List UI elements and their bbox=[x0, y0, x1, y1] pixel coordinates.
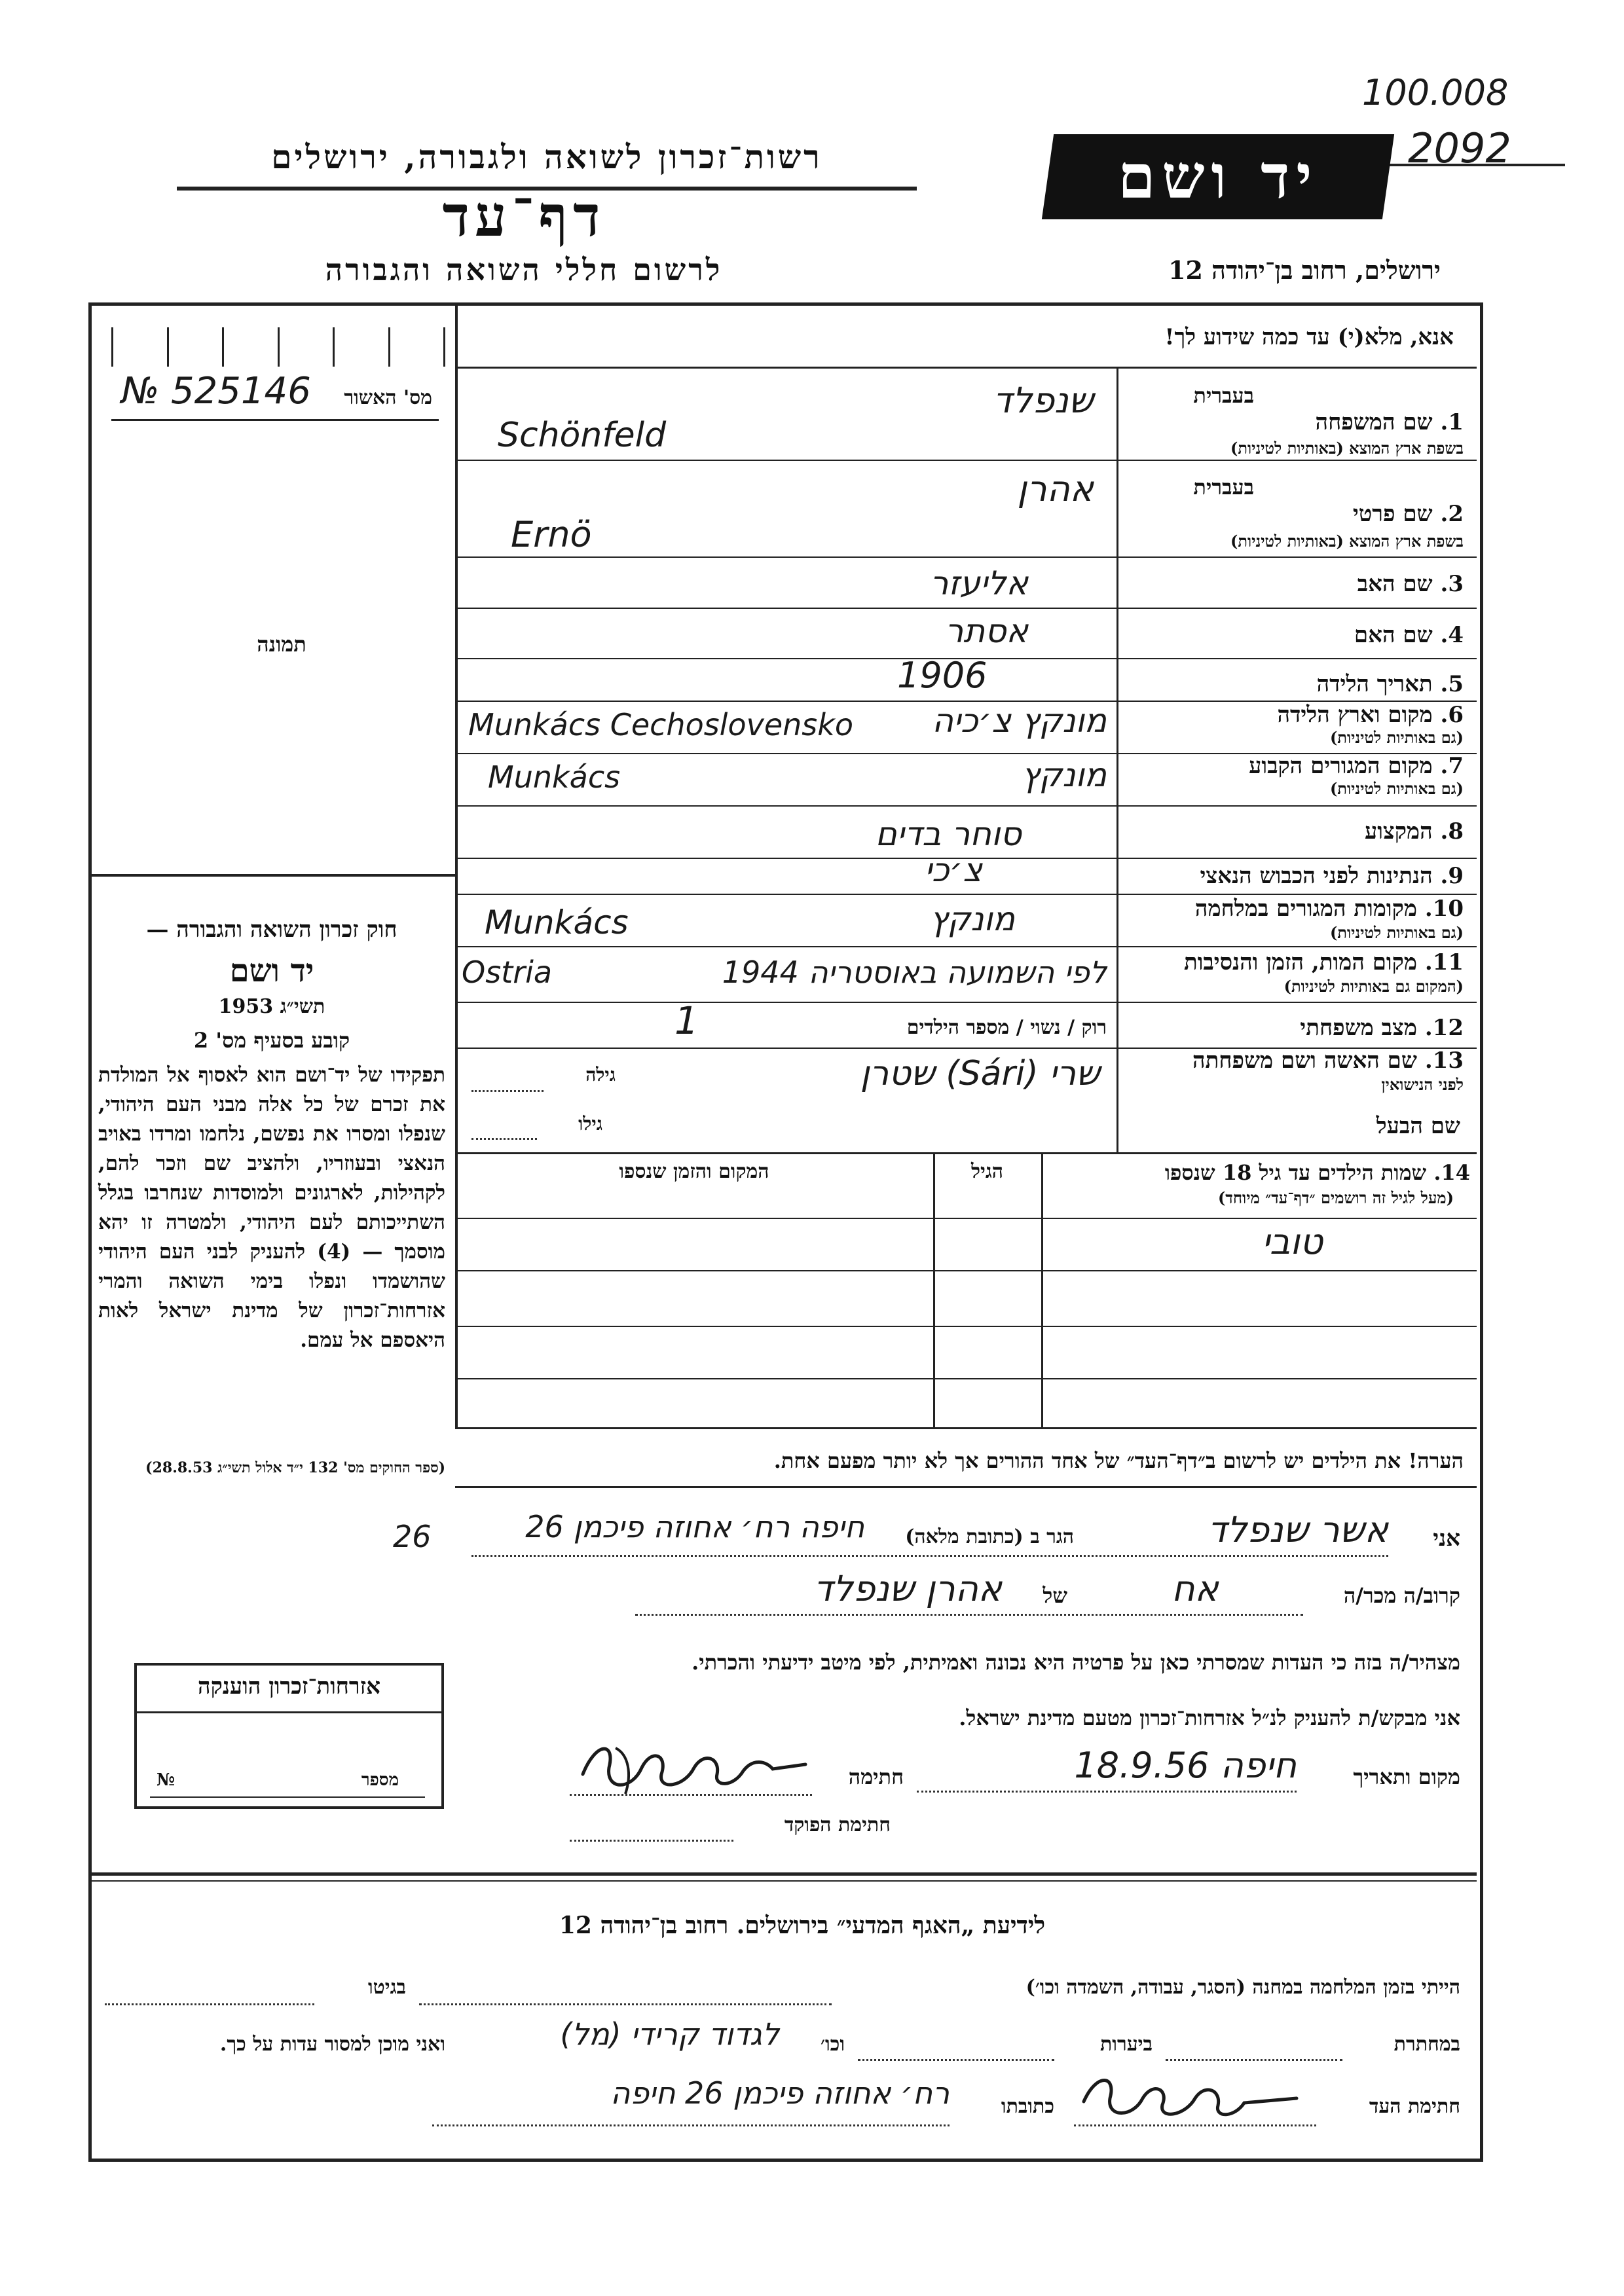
field-11-value-latin[interactable]: Ostria bbox=[462, 955, 553, 990]
field-12-label bbox=[1123, 1015, 1464, 1041]
field-1-hebrew-tag: בעברית bbox=[1193, 383, 1254, 408]
field-6-label-text: מקום וארץ הלידה bbox=[1277, 702, 1433, 728]
citizenship-no-sign: № bbox=[157, 1770, 175, 1790]
field-6-sub: (גם באותיות לטיניות) bbox=[1329, 728, 1464, 747]
field-1-value[interactable]: שנפלד bbox=[993, 380, 1094, 421]
field-9-label-text: הנתינות לפני הכבוש הנאצי bbox=[1200, 863, 1433, 889]
children-note: הערה! את הילדים יש לרשום ב״דף־העד״ של אחד ההורים אך לא יותר מפעם אחת. bbox=[773, 1448, 1464, 1473]
field-13-label-text: שם האשה ושם משפחתה bbox=[1192, 1048, 1417, 1074]
decl-of-value[interactable]: אהרן שנפלד bbox=[813, 1568, 1002, 1609]
sci-etc: וכו׳ bbox=[821, 2033, 845, 2056]
page-subtitle: לרשום חללי השואה והגבורה bbox=[325, 252, 723, 287]
sci-address-label: כתובתו bbox=[1001, 2095, 1054, 2118]
children-header-text: שמות הילדים עד גיל 18 שנספו bbox=[1164, 1160, 1427, 1185]
husband-age-label: גילו bbox=[578, 1113, 602, 1135]
field-8-label bbox=[1123, 818, 1464, 845]
field-12-value[interactable]: 1 bbox=[674, 998, 699, 1043]
field-9-label bbox=[1123, 863, 1464, 889]
field-11-label-text: מקום המות, הזמן והנסיבות bbox=[1183, 949, 1417, 975]
law-name: יד ושם bbox=[229, 953, 314, 989]
decl-relative-label: קרוב/ה מכר/ה bbox=[1343, 1583, 1460, 1608]
field-1-number: 1. bbox=[1440, 409, 1464, 435]
field-9-value[interactable]: צ׳כי bbox=[924, 851, 982, 889]
field-7-value[interactable]: מונקץ bbox=[1021, 756, 1107, 794]
field-9-number: 9. bbox=[1440, 863, 1464, 889]
field-11-sub: (המקום גם באותיות לטיניות) bbox=[1283, 977, 1464, 996]
field-13-value[interactable]: שרי (Sári) שטרן bbox=[860, 1054, 1100, 1093]
sci-line1: הייתי בזמן המלחמה במחנה (הסגר, עבודה, השמדה וכו׳) bbox=[1025, 1976, 1460, 1999]
field-5-label bbox=[1123, 671, 1464, 697]
field-10-sub: (גם באותיות לטיניות) bbox=[1329, 923, 1464, 942]
decl-place-date-label: מקום ותאריך bbox=[1353, 1764, 1460, 1789]
decl-request: אני מבקש/ת להעניק לנ״ל אזרחות־זכרון מטעם מדינת ישראל. bbox=[959, 1705, 1460, 1730]
field-13-label bbox=[1123, 1048, 1464, 1074]
field-1-label bbox=[1123, 409, 1464, 435]
field-6-number: 6. bbox=[1440, 702, 1464, 728]
field-13-age-label: גילה bbox=[585, 1064, 616, 1085]
field-2-hebrew-tag: בעברית bbox=[1193, 475, 1254, 500]
citizenship-title: אזרחות־זכרון הוענקה bbox=[198, 1673, 380, 1700]
field-12-options: רוק / נשוי / מספר הילדים bbox=[906, 1016, 1107, 1039]
field-13-sub: לפני הנישואין bbox=[1381, 1075, 1464, 1094]
margin-note: 26 bbox=[393, 1519, 432, 1554]
decl-i-label: אני bbox=[1433, 1525, 1460, 1552]
field-4-label bbox=[1123, 622, 1464, 648]
field-7-label-text: מקום המגורים הקבוע bbox=[1249, 753, 1433, 779]
decl-signature-label: חתימה bbox=[848, 1764, 904, 1789]
sci-underground: במחתרת bbox=[1393, 2033, 1460, 2056]
field-7-sub: (גם באותיות לטיניות) bbox=[1329, 779, 1464, 798]
yad-vashem-logo bbox=[1042, 134, 1394, 219]
sci-etc-value[interactable]: לגדוד קרידי (מל) bbox=[560, 2016, 779, 2052]
approval-label: מס' האשור bbox=[344, 386, 432, 409]
field-5-value[interactable]: 1906 bbox=[897, 655, 987, 696]
field-6-label bbox=[1123, 702, 1464, 728]
witness-signature-scribble-icon bbox=[1074, 2062, 1310, 2128]
sci-title: לידיעת „האגף המדעי״ בירושלים. רחוב בן־יהודה 12 bbox=[559, 1912, 1046, 1939]
field-1-value-latin[interactable]: Schönfeld bbox=[498, 416, 667, 455]
field-1-label-text: שם המשפחה bbox=[1315, 409, 1433, 435]
field-3-value[interactable]: אליעזר bbox=[930, 564, 1028, 602]
children-age-col: הגיל bbox=[970, 1160, 1004, 1183]
field-2-label-text: שם פרטי bbox=[1352, 501, 1433, 527]
field-5-number: 5. bbox=[1440, 671, 1464, 697]
law-text: תפקידו של יד־ושם הוא לאסוף אל המולדת את זכרם של כל אלה מבני העם היהודי, שנפלו ומסרו את נפשם, נלחמו ומרדו באויב הנאצי ובעוזריו, ולהציב שם וזכר להם, לקהילות, לארגונים ולמוסדות שנחרבו בגלל השתייכותם לעם היהודי, ולמטרה זו יהא מוסמך — (4) להעניק לבני העם היהודי שהושמדו ונפלו בימי השואה והמרי אזרחות־זכרון של מדינת ישראל לאות היאספם אל עמם. bbox=[98, 1063, 445, 1352]
corner-ref-1: 100.008 bbox=[1362, 72, 1509, 113]
field-3-label bbox=[1123, 571, 1464, 597]
field-8-number: 8. bbox=[1440, 818, 1464, 845]
decl-address[interactable]: חיפה רח׳ אחוזה פיכמן 26 bbox=[525, 1509, 864, 1544]
field-7-number: 7. bbox=[1440, 753, 1464, 779]
field-7-value-latin[interactable]: Munkács bbox=[488, 759, 621, 795]
approval-number: № 525146 bbox=[121, 370, 311, 412]
law-section: קובע בסעיף מס' 2 bbox=[193, 1028, 350, 1053]
field-2-label bbox=[1123, 501, 1464, 527]
citizenship-number-label: מספר bbox=[361, 1770, 399, 1790]
sci-ready: ואני מוכן למסור עדות על כך. bbox=[219, 2033, 445, 2056]
logo-text: יד ושם bbox=[1117, 141, 1319, 212]
citizenship-box bbox=[134, 1663, 444, 1809]
law-year: תשי״ג 1953 bbox=[218, 995, 325, 1018]
decl-resides-label: הגר ב (כתובת מלאה) bbox=[905, 1525, 1074, 1548]
sci-witness-signature[interactable] bbox=[1074, 2062, 1310, 2128]
decl-signature[interactable] bbox=[570, 1728, 819, 1800]
field-12-number: 12. bbox=[1424, 1015, 1464, 1041]
photo-label: תמונה bbox=[257, 632, 306, 657]
field-6-value[interactable]: מונקץ צ׳כיה bbox=[932, 702, 1107, 740]
field-10-value[interactable]: מונקץ bbox=[929, 900, 1015, 938]
field-3-label-text: שם האב bbox=[1357, 571, 1433, 597]
children-place-col: המקום והזמן שנספו bbox=[619, 1160, 769, 1183]
decl-relative[interactable]: אח bbox=[1172, 1568, 1219, 1609]
sci-witness-label: חתימת העד bbox=[1369, 2095, 1460, 2118]
field-8-label-text: המקצוע bbox=[1364, 818, 1433, 845]
field-3-number: 3. bbox=[1440, 571, 1464, 597]
org-name: רשות־זכרון לשואה ולגבורה, ירושלים bbox=[271, 137, 822, 176]
page-title: דף־עד bbox=[442, 183, 606, 249]
children-header bbox=[1048, 1160, 1470, 1185]
intro-text: אנא, מלא(י) עד כמה שידוע לך! bbox=[1164, 324, 1454, 350]
law-reference: (ספר החוקים מס' 132 י״ד אלול תשי״ג 28.8.53) bbox=[145, 1459, 445, 1476]
field-7-label bbox=[1123, 753, 1464, 779]
field-10-number: 10. bbox=[1424, 896, 1464, 922]
field-2-number: 2. bbox=[1440, 501, 1464, 527]
field-11-label bbox=[1123, 949, 1464, 975]
sci-address-value[interactable]: רח׳ אחוזה פיכמן 26 חיפה bbox=[610, 2075, 950, 2111]
signature-scribble-icon bbox=[570, 1728, 819, 1800]
field-11-number: 11. bbox=[1424, 949, 1464, 975]
decl-i-value[interactable]: אשר שנפלד bbox=[1208, 1509, 1388, 1550]
field-11-value[interactable]: לפי השמועה באוסטריה 1944 bbox=[722, 955, 1107, 990]
field-5-label-text: תאריך הלידה bbox=[1316, 671, 1433, 697]
children-number: 14. bbox=[1433, 1160, 1470, 1185]
corner-ref-2: 2092 bbox=[1408, 124, 1511, 172]
decl-of-label: של bbox=[1043, 1583, 1067, 1608]
sci-forests: ביערות bbox=[1099, 2033, 1153, 2056]
law-title: חוק זכרון השואה והגבורה — bbox=[146, 917, 397, 943]
field-2-value-latin[interactable]: Ernö bbox=[511, 514, 592, 555]
header-address: ירושלים, רחוב בן־יהודה 12 bbox=[1168, 255, 1441, 285]
field-10-label-text: מקומות המגורים במלחמה bbox=[1194, 896, 1417, 922]
husband-label: שם הבעל bbox=[1376, 1113, 1460, 1139]
sci-ghetto: בגיטו bbox=[367, 1976, 406, 1999]
field-10-label bbox=[1123, 896, 1464, 922]
field-6-value-latin[interactable]: Munkács Cechoslovensko bbox=[468, 707, 854, 742]
field-12-label-text: מצב משפחתי bbox=[1300, 1015, 1417, 1041]
decl-statement: מצהיר/ה בזה כי העדות שמסרתי כאן על פרטיה היא נכונה ואמיתית, לפי מיטב ידיעתי והכרתי. bbox=[692, 1650, 1460, 1675]
field-4-number: 4. bbox=[1440, 622, 1464, 648]
field-4-value[interactable]: אסתר bbox=[945, 612, 1028, 650]
children-sub: (מעל לגיל זה רושמים ״דף־עד״ מיוחד) bbox=[1217, 1188, 1454, 1207]
decl-place-date[interactable]: חיפה 18.9.56 bbox=[1074, 1745, 1297, 1786]
child-1-name[interactable]: טובי bbox=[1261, 1221, 1323, 1262]
field-1-sub: בשפת ארץ המוצא (באותיות לטיניות) bbox=[1230, 439, 1464, 458]
field-10-value-latin[interactable]: Munkács bbox=[485, 903, 629, 941]
field-13-number: 13. bbox=[1424, 1048, 1464, 1074]
decl-officer-label: חתימת הפוקד bbox=[784, 1813, 891, 1836]
field-4-label-text: שם האם bbox=[1354, 622, 1433, 648]
field-2-sub: בשפת ארץ המוצא (באותיות לטיניות) bbox=[1230, 532, 1464, 551]
field-2-value[interactable]: אהרן bbox=[1017, 468, 1094, 509]
field-8-value[interactable]: סוחר בדים bbox=[875, 815, 1022, 853]
